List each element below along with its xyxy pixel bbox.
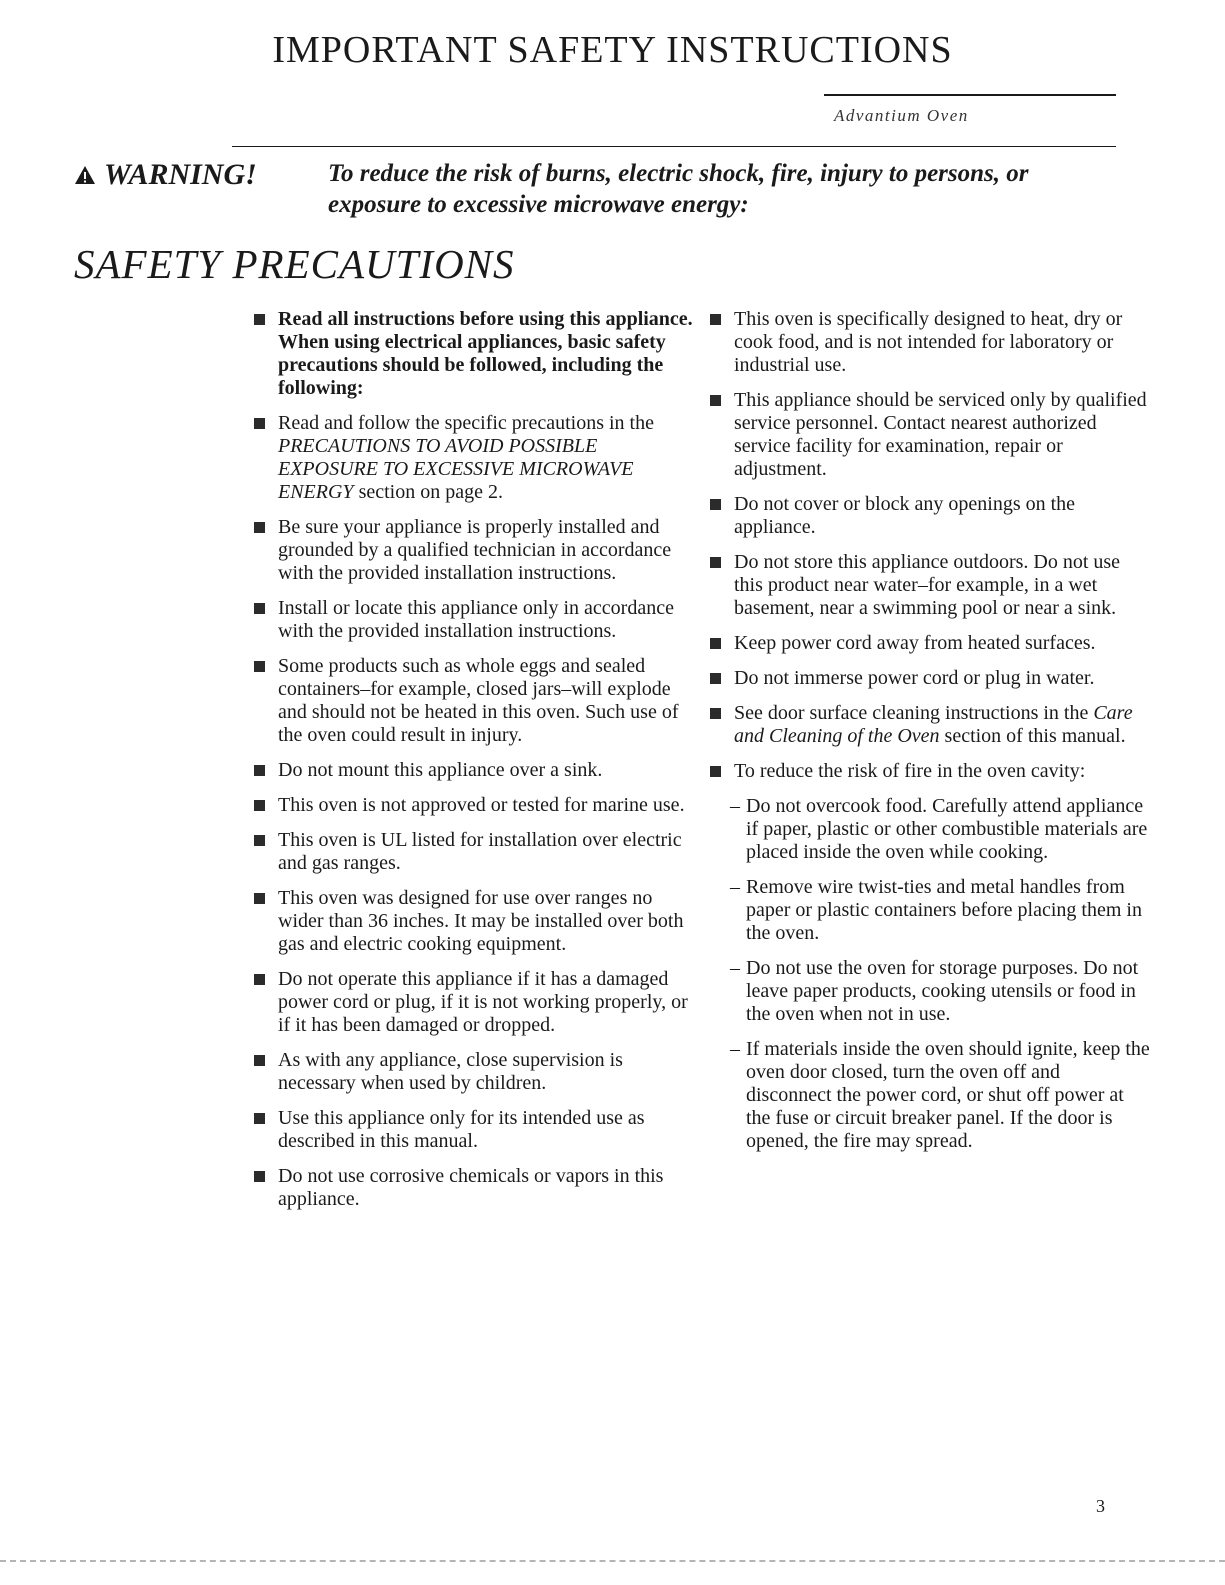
list-item [710,493,1150,539]
bullet-icon [710,395,721,406]
bullet-icon [254,1171,265,1182]
left-column [254,308,694,1223]
dash-marker: – [730,957,740,979]
bullet-icon [254,800,265,811]
scan-edge-line [0,1560,1225,1562]
bullet-icon [254,893,265,904]
sub-item-text: If materials inside the oven should ignite, keep the oven door closed, turn the oven off and disconnect the power cord, or shut off power at the fuse or circuit breaker panel. If the door is opened, the fire may spread. [746,1038,1150,1152]
item-text: This oven was designed for use over ranges no wider than 36 inches. It may be installed over both gas and electric cooking equipment. [278,887,684,955]
item-text: See door surface cleaning instructions in the [734,702,1089,724]
bullet-icon [710,638,721,649]
bullet-icon [710,766,721,777]
bullet-icon [254,314,265,325]
list-item [254,887,694,956]
sub-item-text: Do not overcook food. Carefully attend appliance if paper, plastic or other combustible materials are placed inside the oven while cooking. [746,795,1148,863]
item-text: Keep power cord away from heated surfaces. [734,632,1096,654]
bullet-icon [254,1055,265,1066]
list-item [254,516,694,585]
sub-list-item [730,957,1150,1026]
section-title: SAFETY PRECAUTIONS [74,241,515,287]
sub-item-text: Do not use the oven for storage purposes. Do not leave paper products, cooking utensils or food in the oven when not in use. [746,957,1139,1025]
item-text: Be sure your appliance is properly installed and grounded by a qualified technician in accordance with the provided installation instructions. [278,516,672,584]
bullet-icon [254,974,265,985]
bullet-icon [710,499,721,510]
list-item [710,667,1150,690]
right-column [710,308,1150,1165]
bullet-icon [710,557,721,568]
list-item [710,389,1150,481]
section-reference: Care and Cleaning of the Oven [734,702,1133,747]
dash-marker: – [730,1038,740,1060]
item-text: Do not store this appliance outdoors. Do not use this product near water–for example, in a wet basement, near a swimming pool or near a sink. [734,551,1121,619]
item-text: Do not cover or block any openings on the appliance. [734,493,1076,538]
list-item [710,308,1150,377]
item-text: To reduce the risk of fire in the oven cavity: [734,760,1086,782]
list-item [254,308,694,400]
bullet-icon [254,418,265,429]
list-item [710,551,1150,620]
item-text: As with any appliance, close supervision is necessary when used by children. [278,1049,623,1094]
bullet-icon [254,603,265,614]
item-text: Install or locate this appliance only in accordance with the provided installation instructions. [278,597,674,642]
list-item [254,968,694,1037]
list-item [254,655,694,747]
document-subtitle: Advantium Oven [834,106,969,125]
warning-label [74,158,257,192]
warning-triangle-icon [74,165,96,185]
intro-line: When using electrical appliances, basic safety precautions should be followed, including the following: [278,331,666,399]
item-text: Read and follow the specific precautions in the [278,412,654,434]
list-item [254,829,694,875]
bullet-icon [254,522,265,533]
page-title: IMPORTANT SAFETY INSTRUCTIONS [272,29,953,71]
list-item [254,412,694,504]
list-item [710,702,1150,748]
bullet-icon [710,708,721,719]
list-item [254,794,694,817]
warning-label-text: WARNING! [104,158,257,191]
item-text: section of this manual. [944,725,1126,747]
item-text: Use this appliance only for its intended use as described in this manual. [278,1107,645,1152]
dash-marker: – [730,795,740,817]
item-text: This oven is UL listed for installation over electric and gas ranges. [278,829,682,874]
list-item [710,760,1150,783]
bullet-icon [710,314,721,325]
page-number: 3 [1096,1496,1105,1516]
bullet-icon [254,661,265,672]
sub-item-text: Remove wire twist-ties and metal handles from paper or plastic containers before placing them in the oven. [746,876,1142,944]
item-text: This appliance should be serviced only by qualified service personnel. Contact nearest authorized service facility for examination, repair or adjustment. [734,389,1147,480]
section-reference: PRECAUTIONS TO AVOID POSSIBLE EXPOSURE TO EXCESSIVE MICROWAVE ENERGY [278,435,634,503]
list-item [254,759,694,782]
bullet-icon [254,1113,265,1124]
dash-marker: – [730,876,740,898]
item-text: Do not immerse power cord or plug in water. [734,667,1095,689]
bullet-icon [254,765,265,776]
sub-list-item [730,795,1150,864]
item-text: Do not mount this appliance over a sink. [278,759,603,781]
item-text: This oven is not approved or tested for marine use. [278,794,685,816]
list-item [254,1107,694,1153]
list-item [254,1049,694,1095]
intro-line: Read all instructions before using this appliance. [278,308,693,330]
list-item [254,597,694,643]
section-rule [232,146,1116,147]
item-text: Do not operate this appliance if it has a damaged power cord or plug, if it is not working properly, or if it has been damaged or dropped. [278,968,688,1036]
bullet-icon [254,835,265,846]
item-text: This oven is specifically designed to heat, dry or cook food, and is not intended for laboratory or industrial use. [734,308,1123,376]
warning-text: To reduce the risk of burns, electric shock, fire, injury to persons, or exposure to excessive microwave energy: [328,160,1029,218]
bullet-icon [710,673,721,684]
item-text: Some products such as whole eggs and sealed containers–for example, closed jars–will explode and should not be heated in this oven. Such use of the oven could result in injury. [278,655,679,746]
sub-list-item [730,1038,1150,1153]
list-item [254,1165,694,1211]
sub-list-item [730,876,1150,945]
header-rule [824,94,1116,96]
item-text: Do not use corrosive chemicals or vapors in this appliance. [278,1165,664,1210]
list-item [710,632,1150,655]
item-text: section on page 2. [358,481,503,503]
